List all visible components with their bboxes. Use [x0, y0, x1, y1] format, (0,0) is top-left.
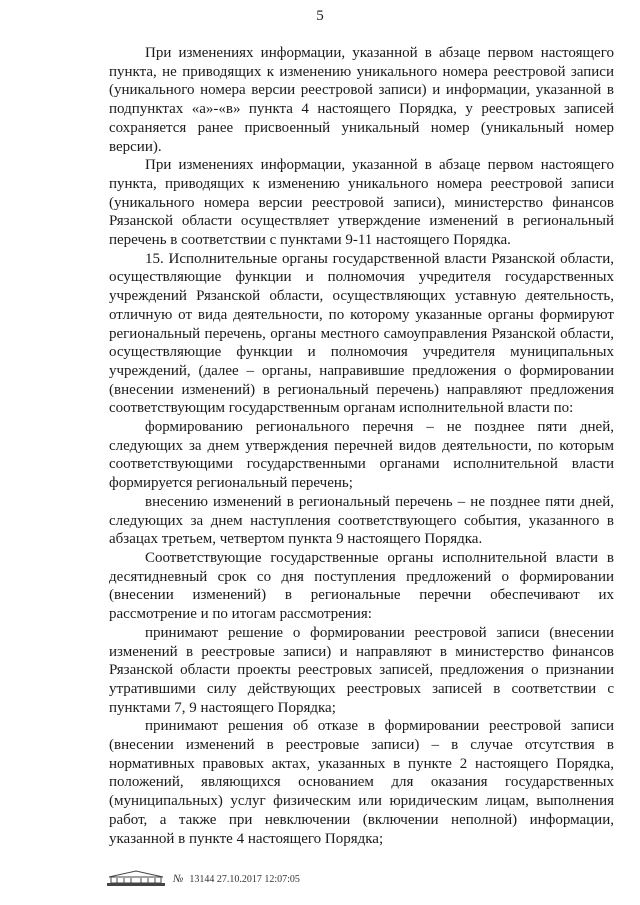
paragraph: Соответствующие государственные органы исполнительной власти в десятидневный срок со дня поступления предложений о формировании (внесении изменений) в региональные перечни обеспечивают их рассмотрение и по итогам рассмотрения: [109, 549, 614, 623]
page-number: 5 [316, 8, 324, 24]
paragraph: формированию регионального перечня – не позднее пяти дней, следующих за днем утверждения перечней видов деятельности, по которым соответствующими государственными органами исполнительной власти формируется региональный перечень; [109, 419, 614, 492]
government-building-logo-icon [105, 870, 167, 888]
number-sign: № [173, 873, 184, 885]
paragraph: принимают решение о формировании реестровой записи (внесении изменений в реестровые записи) и направляют в министерство финансов Рязанской области проекты реестровых записей, предложения о признании утратившими силу действующих реестровых записей в соответствии с пунктами 7, 9 настоящего Порядка; [109, 624, 614, 716]
paragraph: При изменениях информации, указанной в абзаце первом настоящего пункта, не приводящих к изменению уникального номера реестровой записи (уникального номера версии реестровой записи) и информации, указанной в подпунктах «а»-«в» пункта 4 настоящего Порядка, у реестровых записей сохраняется ранее присвоенный уникальный номер (уникальный номер версии). [109, 45, 614, 155]
footer-stamp [105, 870, 300, 888]
document-body [109, 44, 614, 848]
registration-stamp: 13144 27.10.2017 12:07:05 [189, 873, 300, 885]
paragraph: внесению изменений в региональный перечень – не позднее пяти дней, следующих за днем наступления соответствующего события, указанного в абзацах третьем, четвертом пункта 9 настоящего Порядка. [109, 493, 614, 548]
paragraph: При изменениях информации, указанной в абзаце первом настоящего пункта, приводящих к изменению уникального номера реестровой записи (уникального номера версии реестровой записи), министерство финансов Рязанской области осуществляет утверждение изменений в региональный перечень в соответствии с пунктами 9-11 настоящего Порядка. [109, 157, 614, 249]
paragraph: 15. Исполнительные органы государственной власти Рязанской области, осуществляющие функции и полномочия учредителя государственных учреждений Рязанской области, осуществляющих уставную деятельность, отличную от вида деятельности, по которому указанные органы формируют региональный перечень, органы местного самоуправления Рязанской области, осуществляющие функции и полномочия учредителя муниципальных учреждений, (далее – органы, направившие предложения о формировании (внесении изменений) в региональный перечень) направляют предложения соответствующим государственным органам исполнительной власти по: [109, 250, 614, 417]
paragraph: принимают решения об отказе в формировании реестровой записи (внесении изменений в реестровые записи) – в случае отсутствия в нормативных правовых актах, указанных в пункте 2 настоящего Порядка, положений, являющихся основанием для оказания государственных (муниципальных) услуг физическим или юридическим лицам, выполнения работ, а также при невключении (включении неполной) информации, указанной в пункте 4 настоящего Порядка; [109, 718, 614, 847]
